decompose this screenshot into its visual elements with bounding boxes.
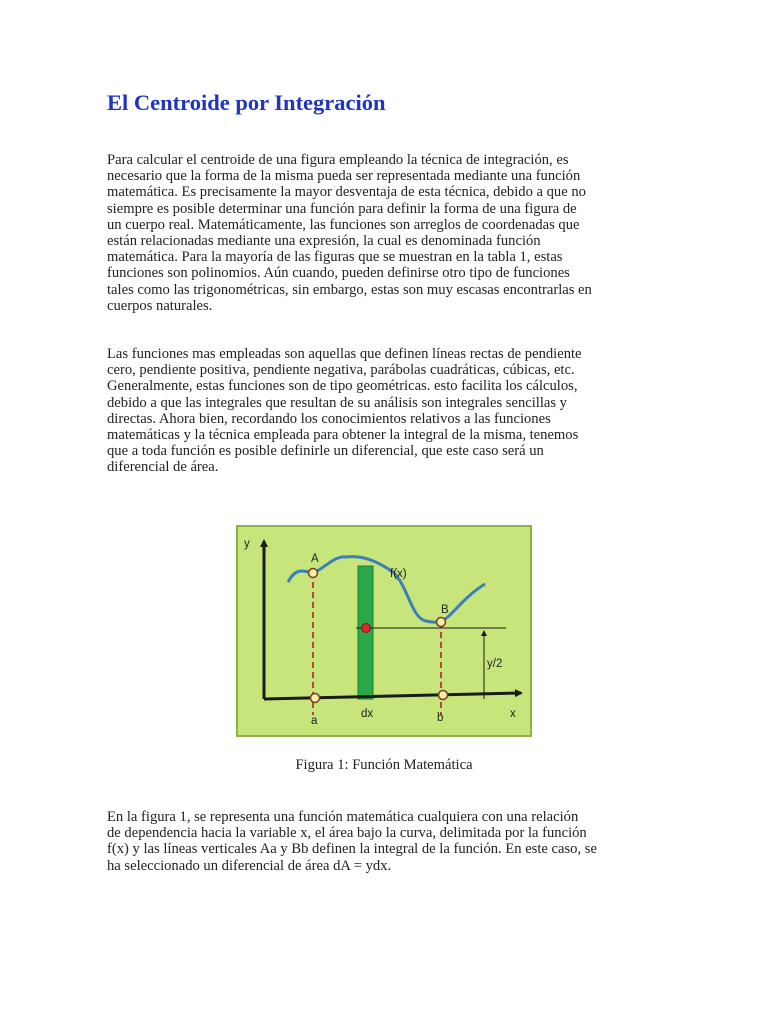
paragraph-line: directas. Ahora bien, recordando los conocimientos relativos a las funciones xyxy=(107,410,551,427)
paragraph-line: cero, pendiente positiva, pendiente negativa, parábolas cuadráticas, cúbicas, etc. xyxy=(107,362,575,379)
paragraph-line: necesario que la forma de la misma pueda ser representada mediante una función xyxy=(107,168,581,185)
page-title: El Centroide por Integración xyxy=(107,90,386,115)
paragraph-line: tales como las trigonométricas, sin embargo, estas son muy escasas encontrarlas en xyxy=(107,281,592,298)
paragraph-line: debido a que las integrales que resultan de su análisis son integrales sencillas y xyxy=(107,394,567,411)
paragraph-line: de dependencia hacia la variable x, el área bajo la curva, delimitada por la función xyxy=(107,825,587,842)
paragraph-line: cuerpos naturales. xyxy=(107,297,213,314)
point-a-label: A xyxy=(311,553,319,565)
figure-caption: Figura 1: Función Matemática xyxy=(295,757,473,773)
y-axis-label: y xyxy=(244,538,250,550)
a-label: a xyxy=(311,715,318,727)
paragraph-line: En la figura 1, se representa una función matemática cualquiera con una relación xyxy=(107,809,579,825)
paragraph-line: que a toda función es posible definirle un diferencial, que este caso será un xyxy=(107,443,544,460)
paragraph-2 xyxy=(107,346,682,476)
paragraph-line: diferencial de área. xyxy=(107,459,219,476)
paragraph-line: siempre es posible determinar una función para definir la forma de una figura de xyxy=(107,200,577,217)
paragraph-line: matemática. Para la mayoría de las figuras que se muestran en la tabla 1, estas xyxy=(107,249,563,266)
paragraph-line: matemática. Es precisamente la mayor desventaja de esta técnica, debido a que no xyxy=(107,184,586,201)
paragraph-line: Para calcular el centroide de una figura empleando la técnica de integración, es xyxy=(107,152,569,168)
function-diagram xyxy=(238,527,530,735)
point-a-axis-marker xyxy=(311,694,320,703)
point-b-label: B xyxy=(441,604,449,616)
paragraph-line: f(x) y las líneas verticales Aa y Bb definen la integral de la función. En este caso, se xyxy=(107,841,597,858)
dx-label: dx xyxy=(361,708,374,720)
paragraph-line: matemáticas y la técnica empleada para obtener la integral de la misma, tenemos xyxy=(107,427,579,444)
paragraph-line: están relacionadas mediante una expresión, la cual es denominada función xyxy=(107,233,541,250)
paragraph-line: ha seleccionado un diferencial de área dA = ydx. xyxy=(107,857,392,874)
paragraph-line: Generalmente, estas funciones son de tipo geométricas. esto facilita los cálculos, xyxy=(107,378,578,395)
half-y-label: y/2 xyxy=(487,658,503,670)
centroid-point xyxy=(362,624,371,633)
x-axis xyxy=(264,693,521,699)
point-b-marker xyxy=(437,618,446,627)
function-label: f(x) xyxy=(390,568,407,580)
b-label: b xyxy=(437,712,444,724)
paragraph-3 xyxy=(107,809,682,874)
paragraph-line: Las funciones mas empleadas son aquellas que definen líneas rectas de pendiente xyxy=(107,346,582,362)
function-figure xyxy=(236,525,532,737)
function-curve xyxy=(288,557,485,622)
point-b-axis-marker xyxy=(439,691,448,700)
point-a-marker xyxy=(309,569,318,578)
paragraph-line: un cuerpo real. Matemáticamente, las funciones son arreglos de coordenadas que xyxy=(107,216,580,233)
paragraph-1 xyxy=(107,152,682,314)
x-axis-label: x xyxy=(510,708,516,720)
paragraph-line: funciones son polinomios. Aún cuando, pueden definirse otro tipo de funciones xyxy=(107,265,570,282)
